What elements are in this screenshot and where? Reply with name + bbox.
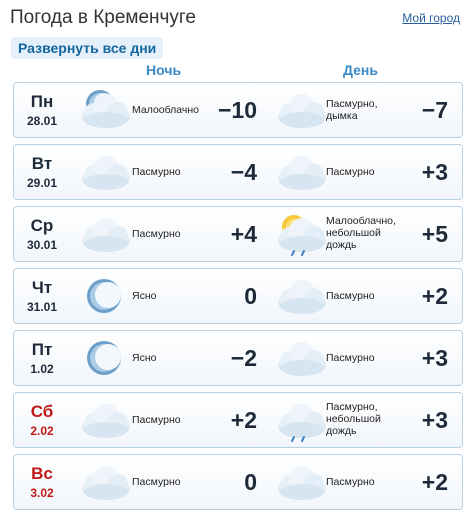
date-label: 1.02 [30, 362, 54, 376]
date-label: 28.01 [26, 114, 58, 128]
cloud-icon [272, 149, 328, 195]
cloud-icon [272, 459, 328, 505]
day-condition: Малооблачно, небольшой дождь [326, 215, 396, 251]
date-label: 29.01 [26, 176, 58, 190]
cloud-icon [76, 397, 132, 443]
cloud-icon [272, 87, 328, 133]
night-condition: Ясно [132, 290, 157, 302]
weekday-label: Вс [31, 464, 53, 483]
day-cell [14, 83, 70, 137]
night-temperature: 0 [244, 283, 257, 309]
night-temperature: +2 [230, 407, 257, 433]
night-temperature: 0 [244, 469, 257, 495]
day-condition: Пасмурно [326, 166, 375, 178]
day-condition: Пасмурно [326, 290, 375, 302]
weekday-label: Вт [31, 154, 53, 173]
forecast-row[interactable] [13, 268, 463, 324]
header [10, 6, 460, 32]
cloud-rain-icon [272, 397, 328, 443]
cloud-icon [272, 335, 328, 381]
forecast-row[interactable] [13, 392, 463, 448]
moon-icon [76, 335, 132, 381]
day-temperature: +5 [421, 221, 448, 247]
night-condition: Пасмурно [132, 166, 181, 178]
forecast-row[interactable] [13, 330, 463, 386]
cloud-icon [272, 273, 328, 319]
weekday-label: Ср [30, 216, 54, 235]
forecast-row[interactable] [13, 82, 463, 138]
forecast-row[interactable] [13, 206, 463, 262]
day-cell [14, 393, 70, 447]
moon-cloud-icon [76, 87, 132, 133]
night-temperature: +4 [230, 221, 257, 247]
day-condition: Пасмурно, дымка [326, 98, 378, 122]
date-label: 30.01 [26, 238, 58, 252]
night-condition: Малооблачно [132, 104, 200, 116]
day-temperature: −7 [421, 97, 448, 123]
date-label: 31.01 [26, 300, 58, 314]
day-temperature: +3 [421, 345, 448, 371]
moon-icon [76, 273, 132, 319]
my-city-link[interactable]: Мой город [402, 11, 460, 25]
night-column-header: Ночь [146, 62, 182, 78]
day-cell [14, 455, 70, 509]
weekday-label: Пн [30, 92, 54, 111]
weekday-label: Пт [31, 340, 53, 359]
day-cell [14, 145, 70, 199]
sun-cloud-rain-icon [272, 211, 328, 257]
day-cell [14, 269, 70, 323]
day-temperature: +3 [421, 407, 448, 433]
night-temperature: −2 [230, 345, 257, 371]
night-condition: Пасмурно [132, 414, 181, 426]
forecast-row[interactable] [13, 144, 463, 200]
day-temperature: +2 [421, 283, 448, 309]
day-column-header: День [343, 62, 378, 78]
night-condition: Пасмурно [132, 228, 181, 240]
day-condition: Пасмурно [326, 352, 375, 364]
day-condition: Пасмурно [326, 476, 375, 488]
day-temperature: +3 [421, 159, 448, 185]
day-cell [14, 207, 70, 261]
page-title: Погода в Кременчуге [10, 7, 196, 28]
night-condition: Пасмурно [132, 476, 181, 488]
date-label: 3.02 [30, 486, 54, 500]
cloud-icon [76, 149, 132, 195]
date-label: 2.02 [30, 424, 54, 438]
night-temperature: −4 [230, 159, 257, 185]
cloud-icon [76, 211, 132, 257]
day-cell [14, 331, 70, 385]
expand-all-days-button[interactable]: Развернуть все дни [11, 37, 163, 59]
day-temperature: +2 [421, 469, 448, 495]
night-temperature: −10 [217, 97, 257, 123]
day-condition: Пасмурно, небольшой дождь [326, 401, 381, 437]
cloud-icon [76, 459, 132, 505]
weekday-label: Сб [30, 402, 54, 421]
forecast-list [13, 82, 463, 516]
weekday-label: Чт [31, 278, 53, 297]
night-condition: Ясно [132, 352, 157, 364]
